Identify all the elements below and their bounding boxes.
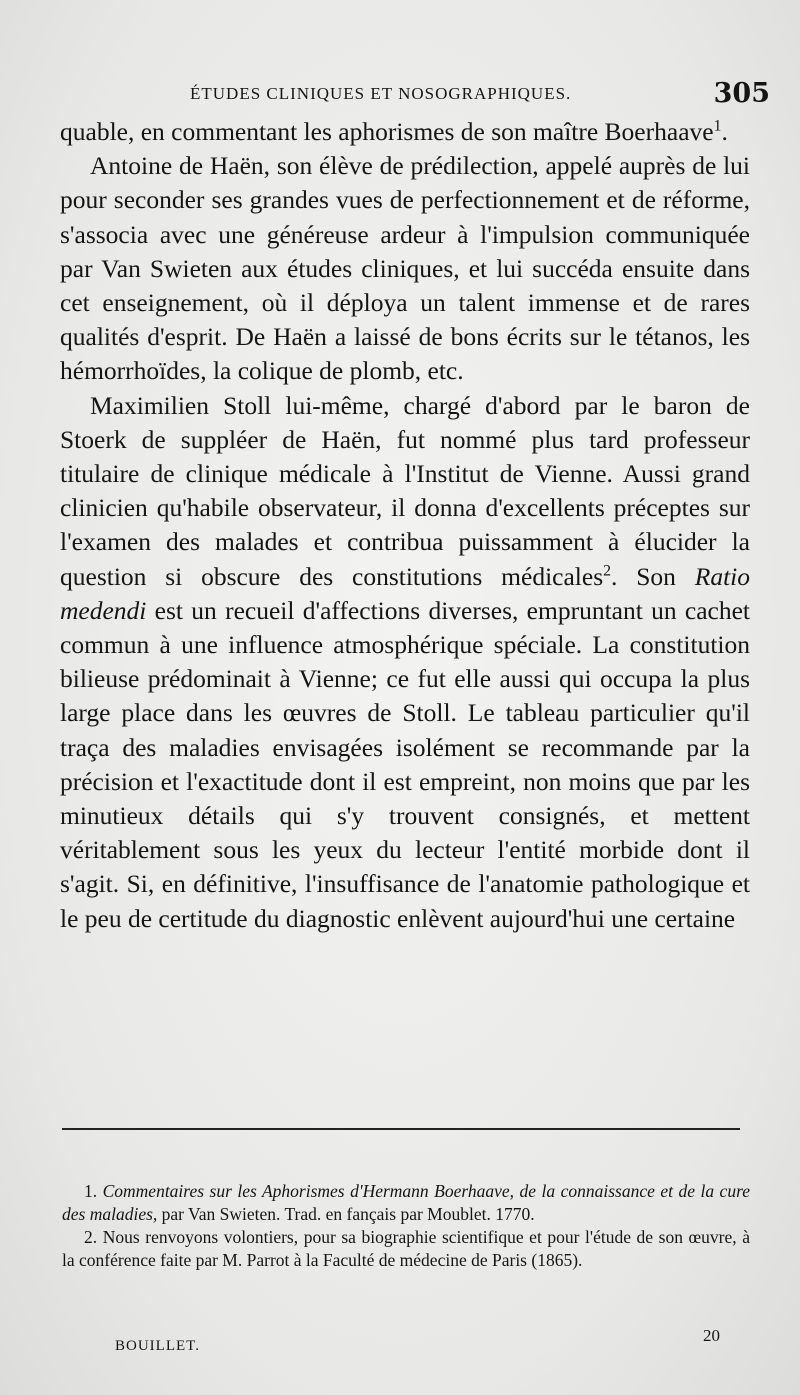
running-title: ÉTUDES CLINIQUES ET NOSOGRAPHIQUES. bbox=[190, 84, 572, 103]
footnote-2 bbox=[62, 1226, 750, 1272]
page-number: 305 bbox=[713, 78, 770, 109]
ratio-medendi-title: Ratio medendi bbox=[60, 561, 750, 625]
sheet-number: 20 bbox=[703, 1326, 720, 1345]
footnote-1-number: 1. bbox=[84, 1181, 103, 1201]
footnote-1-rest: par Van Swieten. Trad. en fançais par Moublet. 1770. bbox=[157, 1204, 535, 1224]
footnote-1-title: Commentaires sur les Aphorismes d'Hermann Boerhaave, de la connaissance et de la cure des maladies, bbox=[62, 1181, 750, 1224]
paragraph-3-part3: est un recueil d'affections diverses, empruntant un cachet commun à une influence atmosphérique spéciale. La constitution bilieuse prédominait à Vienne; ce fut elle aussi qui occupa la plus large place dans les œuvres de Stoll. Le tableau particulier qu'il traça des maladies envisagées isolément se recommande par la précision et l'exactitude dont il est empreint, non moins que par les minutieux détails qui s'y trouvent consignés, et mettent véritablement sous les yeux du lecteur l'entité morbide dont il s'agit. Si, en définitive, l'insuffisance de l'anatomie pathologique et le peu de certitude du diagnostic enlèvent aujourd'hui une certaine bbox=[60, 595, 750, 933]
footnote-ref-1: 1 bbox=[713, 117, 722, 135]
paragraph-3 bbox=[60, 389, 750, 936]
footnote-2-number: 2. bbox=[84, 1227, 103, 1247]
body-text bbox=[60, 115, 750, 936]
footnote-2-text: Nous renvoyons volontiers, pour sa biographie scientifique et pour l'étude de son œuvre, à la conférence faite par M. Parrot à la Faculté de médecine de Paris (1865). bbox=[62, 1227, 751, 1270]
page-header bbox=[60, 78, 770, 114]
paragraph-1 bbox=[60, 115, 750, 149]
printer-signature: BOUILLET. bbox=[115, 1338, 200, 1354]
paragraph-2: Antoine de Haën, son élève de prédilection, appelé auprès de lui pour seconder ses grandes vues de perfectionnement et de réforme, s'associa avec une généreuse ardeur à l'impulsion communiquée par Van Swieten aux études cliniques, et lui succéda ensuite dans cet enseignement, où il déploya un talent immense et de rares qualités d'esprit. De Haën a laissé de bons écrits sur le tétanos, les hémorrhoïdes, la colique de plomb, etc. bbox=[60, 151, 750, 386]
paragraph-3-part2: . Son bbox=[611, 561, 695, 591]
footnotes bbox=[62, 1180, 750, 1272]
footnote-1 bbox=[62, 1180, 750, 1226]
paragraph-1-text: quable, en commentant les aphorismes de son maître Boerhaave bbox=[60, 117, 714, 146]
paragraph-1-end: . bbox=[721, 117, 728, 146]
footnote-separator bbox=[62, 1128, 740, 1130]
page-footer bbox=[60, 1326, 730, 1368]
footnote-ref-2: 2 bbox=[603, 562, 612, 580]
paragraph-3-part1: Maximilien Stoll lui-même, chargé d'abord par le baron de Stoerk de suppléer de Haën, fut nommé plus tard professeur titulaire de clinique médicale à l'Institut de Vienne. Aussi grand clinicien qu'habile observateur, il donna d'excellents préceptes sur l'examen des malades et contribua puissamment à élucider la question si obscure des constitutions médicales bbox=[60, 390, 750, 591]
